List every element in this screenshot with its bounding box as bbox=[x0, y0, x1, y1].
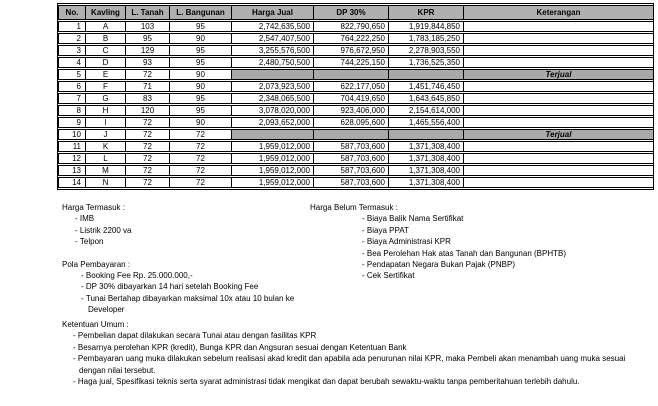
list-item: - Biaya Balik Nama Sertifikat bbox=[310, 213, 656, 224]
cell-dp bbox=[313, 129, 388, 140]
list-item: - Pendapatan Negara Bukan Pajak (PNBP) bbox=[310, 259, 656, 270]
cell-kavling: N bbox=[85, 177, 125, 188]
price-table bbox=[57, 3, 654, 190]
table-row bbox=[58, 69, 653, 80]
cell-l-bangunan: 95 bbox=[169, 21, 231, 32]
section-title-ketentuan-umum: Ketentuan Umum : bbox=[62, 320, 129, 329]
table-row bbox=[58, 33, 653, 44]
cell-l-bangunan: 95 bbox=[169, 93, 231, 104]
column-header-kavling: Kavling bbox=[85, 5, 125, 20]
harga-termasuk-list bbox=[62, 213, 308, 247]
cell-kpr: 1,465,556,400 bbox=[388, 117, 463, 128]
cell-no: 8 bbox=[58, 105, 85, 116]
cell-l-tanah: 72 bbox=[125, 177, 169, 188]
cell-l-tanah: 72 bbox=[125, 165, 169, 176]
cell-kpr: 1,736,525,350 bbox=[388, 57, 463, 68]
cell-no: 11 bbox=[58, 141, 85, 152]
cell-kpr: 2,278,903,550 bbox=[388, 45, 463, 56]
table-row bbox=[58, 117, 653, 128]
table-row bbox=[58, 105, 653, 116]
cell-dp: 923,406,000 bbox=[313, 105, 388, 116]
cell-l-tanah: 83 bbox=[125, 93, 169, 104]
cell-harga-jual: 1,959,012,000 bbox=[231, 165, 313, 176]
cell-dp bbox=[313, 69, 388, 80]
list-item: - IMB bbox=[62, 213, 308, 224]
table-row bbox=[58, 177, 653, 188]
cell-no: 4 bbox=[58, 57, 85, 68]
column-header-harga-jual: Harga Jual bbox=[231, 5, 313, 20]
cell-kavling: I bbox=[85, 117, 125, 128]
section-harga-termasuk bbox=[62, 202, 308, 248]
list-item: - Biaya Administrasi KPR bbox=[310, 236, 656, 247]
cell-kavling: M bbox=[85, 165, 125, 176]
cell-no: 10 bbox=[58, 129, 85, 140]
cell-dp: 628,095,600 bbox=[313, 117, 388, 128]
section-title-harga-belum-termasuk: Harga Belum Termasuk : bbox=[310, 203, 398, 212]
section-pola-pembayaran bbox=[62, 259, 308, 316]
cell-kavling: J bbox=[85, 129, 125, 140]
cell-kavling: K bbox=[85, 141, 125, 152]
cell-kpr: 1,783,185,250 bbox=[388, 33, 463, 44]
cell-kpr: 1,919,844,850 bbox=[388, 21, 463, 32]
column-header-keterangan: Keterangan bbox=[463, 5, 653, 20]
cell-l-bangunan: 72 bbox=[169, 165, 231, 176]
cell-kpr: 1,371,308,400 bbox=[388, 177, 463, 188]
table-row bbox=[58, 57, 653, 68]
list-item: - Bea Perolehan Hak atas Tanah dan Bangunan (BPHTB) bbox=[310, 248, 656, 259]
cell-l-bangunan: 72 bbox=[169, 153, 231, 164]
cell-dp: 587,703,600 bbox=[313, 141, 388, 152]
cell-l-bangunan: 72 bbox=[169, 141, 231, 152]
cell-harga-jual bbox=[231, 129, 313, 140]
cell-no: 1 bbox=[58, 21, 85, 32]
cell-l-tanah: 72 bbox=[125, 129, 169, 140]
cell-harga-jual: 1,959,012,000 bbox=[231, 177, 313, 188]
table-row bbox=[58, 21, 653, 32]
cell-l-bangunan: 95 bbox=[169, 45, 231, 56]
list-item: - Pembayaran uang muka dilakukan sebelum realisasi akad kredit dan apabila ada penurunan nilai KPR, maka Pembeli akan menambah uang muka sesuai dengan nilai tersebut. bbox=[62, 353, 654, 376]
cell-harga-jual: 2,547,407,500 bbox=[231, 33, 313, 44]
table-body bbox=[58, 21, 653, 188]
cell-kpr bbox=[388, 69, 463, 80]
list-item: - Besarnya perolehan KPR (kredit), Bunga KPR dan Angsuran sesuai dengan Ketentuan Bank bbox=[62, 342, 654, 353]
cell-dp: 976,672,950 bbox=[313, 45, 388, 56]
cell-keterangan: Terjual bbox=[463, 129, 653, 140]
cell-keterangan bbox=[463, 33, 653, 44]
list-item: - Listrik 2200 va bbox=[62, 225, 308, 236]
column-header-kpr: KPR bbox=[388, 5, 463, 20]
cell-l-bangunan: 90 bbox=[169, 117, 231, 128]
cell-harga-jual: 1,959,012,000 bbox=[231, 141, 313, 152]
cell-kavling: D bbox=[85, 57, 125, 68]
cell-kpr: 1,371,308,400 bbox=[388, 153, 463, 164]
cell-kavling: C bbox=[85, 45, 125, 56]
cell-keterangan bbox=[463, 153, 653, 164]
cell-kavling: F bbox=[85, 81, 125, 92]
column-header-l-tanah: L. Tanah bbox=[125, 5, 169, 20]
cell-l-bangunan: 72 bbox=[169, 177, 231, 188]
section-title-pola-pembayaran: Pola Pembayaran : bbox=[62, 259, 131, 269]
table-row bbox=[58, 45, 653, 56]
cell-kpr: 2,154,614,000 bbox=[388, 105, 463, 116]
cell-kavling: B bbox=[85, 33, 125, 44]
harga-belum-termasuk-list bbox=[310, 213, 656, 281]
cell-harga-jual: 3,255,576,500 bbox=[231, 45, 313, 56]
table-row bbox=[58, 93, 653, 104]
cell-no: 13 bbox=[58, 165, 85, 176]
cell-no: 7 bbox=[58, 93, 85, 104]
column-header-no: No. bbox=[58, 5, 85, 20]
cell-kpr: 1,371,308,400 bbox=[388, 165, 463, 176]
cell-l-bangunan: 95 bbox=[169, 105, 231, 116]
cell-keterangan bbox=[463, 57, 653, 68]
list-item: - Cek Sertifikat bbox=[310, 270, 656, 281]
cell-harga-jual: 2,742,635,500 bbox=[231, 21, 313, 32]
cell-l-bangunan: 90 bbox=[169, 33, 231, 44]
cell-l-tanah: 72 bbox=[125, 153, 169, 164]
table-row bbox=[58, 165, 653, 176]
cell-l-bangunan: 90 bbox=[169, 81, 231, 92]
cell-l-tanah: 95 bbox=[125, 33, 169, 44]
cell-dp: 587,703,600 bbox=[313, 153, 388, 164]
cell-keterangan bbox=[463, 21, 653, 32]
cell-dp: 587,703,600 bbox=[313, 177, 388, 188]
cell-harga-jual: 2,093,652,000 bbox=[231, 117, 313, 128]
cell-no: 12 bbox=[58, 153, 85, 164]
cell-dp: 704,419,650 bbox=[313, 93, 388, 104]
table-row bbox=[58, 129, 653, 140]
cell-no: 2 bbox=[58, 33, 85, 44]
section-title-harga-termasuk: Harga Termasuk : bbox=[62, 203, 125, 212]
cell-no: 5 bbox=[58, 69, 85, 80]
cell-no: 14 bbox=[58, 177, 85, 188]
cell-kavling: E bbox=[85, 69, 125, 80]
table-header-row bbox=[58, 5, 653, 20]
cell-dp: 822,790,650 bbox=[313, 21, 388, 32]
cell-keterangan bbox=[463, 81, 653, 92]
cell-keterangan bbox=[463, 93, 653, 104]
cell-kavling: G bbox=[85, 93, 125, 104]
cell-l-tanah: 120 bbox=[125, 105, 169, 116]
cell-kavling: H bbox=[85, 105, 125, 116]
list-item: - Biaya PPAT bbox=[310, 225, 656, 236]
cell-dp: 744,225,150 bbox=[313, 57, 388, 68]
cell-keterangan bbox=[463, 141, 653, 152]
cell-l-tanah: 72 bbox=[125, 141, 169, 152]
cell-keterangan bbox=[463, 117, 653, 128]
table-row bbox=[58, 141, 653, 152]
cell-dp: 764,222,250 bbox=[313, 33, 388, 44]
cell-l-tanah: 71 bbox=[125, 81, 169, 92]
cell-harga-jual: 3,078,020,000 bbox=[231, 105, 313, 116]
ketentuan-umum-list bbox=[62, 330, 654, 387]
cell-l-tanah: 129 bbox=[125, 45, 169, 56]
cell-l-tanah: 93 bbox=[125, 57, 169, 68]
cell-no: 9 bbox=[58, 117, 85, 128]
table-row bbox=[58, 153, 653, 164]
cell-kavling: A bbox=[85, 21, 125, 32]
list-item: - Telpon bbox=[62, 236, 308, 247]
column-header-dp-30: DP 30% bbox=[313, 5, 388, 20]
table-row bbox=[58, 81, 653, 92]
cell-l-tanah: 72 bbox=[125, 69, 169, 80]
cell-kpr: 1,643,645,850 bbox=[388, 93, 463, 104]
column-header-l-bangunan: L. Bangunan bbox=[169, 5, 231, 20]
cell-harga-jual: 2,480,750,500 bbox=[231, 57, 313, 68]
cell-l-bangunan: 95 bbox=[169, 57, 231, 68]
section-ketentuan-umum bbox=[62, 319, 654, 387]
section-harga-belum-termasuk bbox=[310, 202, 656, 282]
cell-harga-jual bbox=[231, 69, 313, 80]
cell-kpr: 1,451,746,450 bbox=[388, 81, 463, 92]
cell-kavling: L bbox=[85, 153, 125, 164]
cell-dp: 622,177,050 bbox=[313, 81, 388, 92]
cell-kpr bbox=[388, 129, 463, 140]
cell-harga-jual: 2,073,923,500 bbox=[231, 81, 313, 92]
left-text-column bbox=[62, 202, 308, 316]
list-item: - Haga jual, Spesifikasi teknis serta syarat administrasi tidak mengikat dan dapat berubah sewaktu-waktu tanpa pemberitahuan terlebih dahulu. bbox=[62, 376, 654, 387]
cell-l-tanah: 103 bbox=[125, 21, 169, 32]
cell-keterangan bbox=[463, 177, 653, 188]
list-item: - DP 30% dibayarkan 14 hari setelah Booking Fee bbox=[62, 281, 308, 292]
cell-dp: 587,703,600 bbox=[313, 165, 388, 176]
cell-kpr: 1,371,308,400 bbox=[388, 141, 463, 152]
cell-harga-jual: 2,348,065,500 bbox=[231, 93, 313, 104]
cell-l-tanah: 72 bbox=[125, 117, 169, 128]
cell-keterangan bbox=[463, 165, 653, 176]
list-item: - Tunai Bertahap dibayarkan maksimal 10x atau 10 bulan ke Developer bbox=[62, 293, 308, 316]
cell-harga-jual: 1,959,012,000 bbox=[231, 153, 313, 164]
cell-no: 3 bbox=[58, 45, 85, 56]
cell-l-bangunan: 72 bbox=[169, 129, 231, 140]
list-item: - Pembelian dapat dilakukan secara Tunai atau dengan fasilitas KPR bbox=[62, 330, 654, 341]
list-item: - Booking Fee Rp. 25.000.000,- bbox=[62, 270, 308, 281]
cell-keterangan bbox=[463, 105, 653, 116]
cell-keterangan: Terjual bbox=[463, 69, 653, 80]
cell-l-bangunan: 90 bbox=[169, 69, 231, 80]
cell-keterangan bbox=[463, 45, 653, 56]
cell-no: 6 bbox=[58, 81, 85, 92]
pola-pembayaran-list bbox=[62, 270, 308, 316]
